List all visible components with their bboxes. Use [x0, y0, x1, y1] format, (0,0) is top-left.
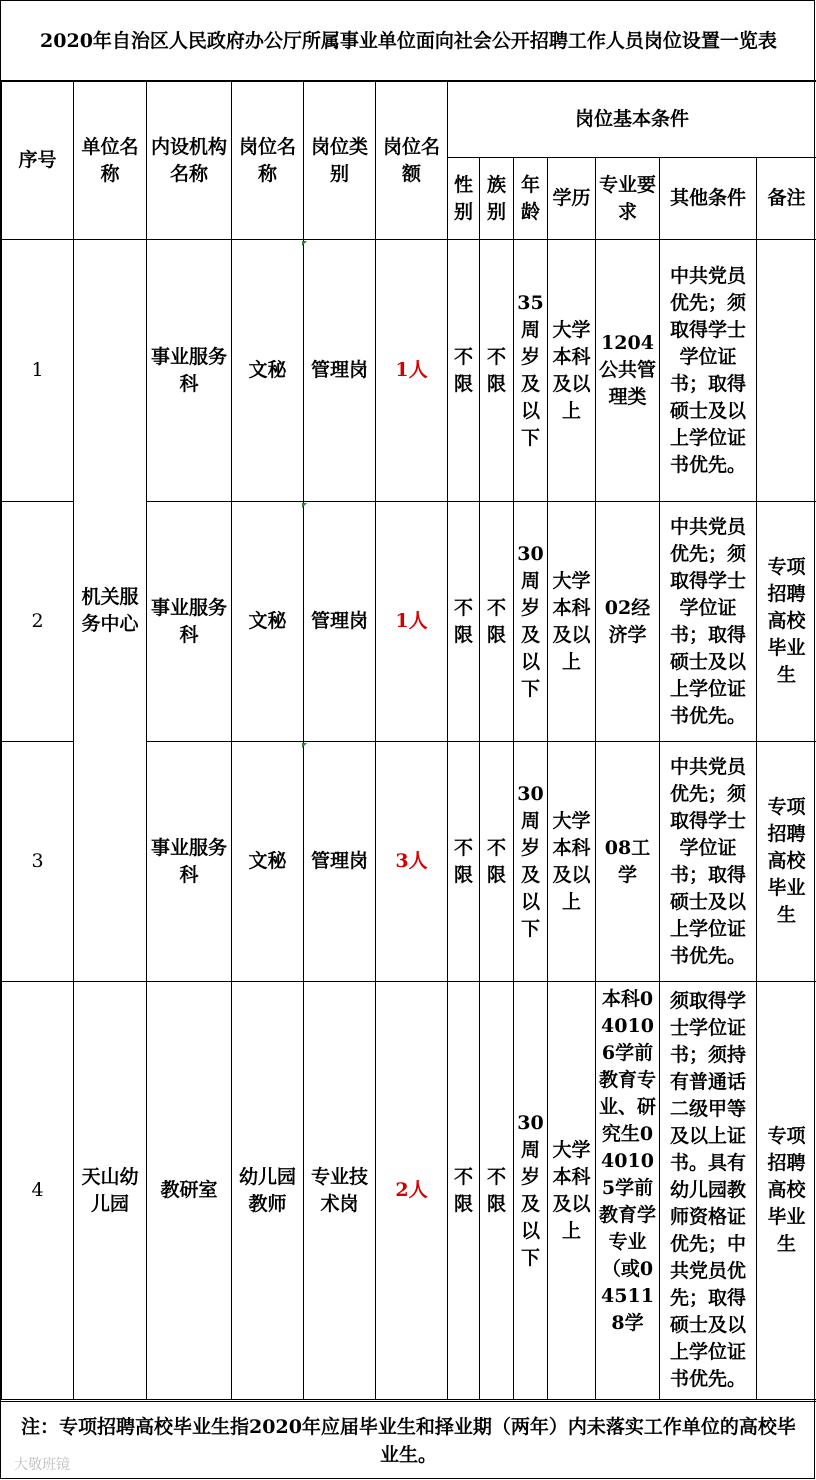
cell-post-type: 专业技术岗 — [304, 982, 376, 1400]
watermark: 大敬班镜 — [14, 1457, 70, 1473]
cell-dept: 事业服务科 — [147, 240, 232, 502]
document-title: 2020年自治区人民政府办公厅所属事业单位面向社会公开招聘工作人员岗位设置一览表 — [1, 1, 816, 81]
cell-education: 大学本科及以上 — [548, 502, 596, 742]
cell-education: 大学本科及以上 — [548, 240, 596, 502]
cell-age: 35周岁及以下 — [514, 240, 548, 502]
cell-post-name: 文秘 — [232, 742, 304, 982]
cell-remark: 专项招聘高校毕业生 — [757, 742, 816, 982]
cell-major-text: 本科040106学前教育专业、研究生040105学前教育学专业（或045118学 — [598, 988, 656, 1334]
cell-ethnicity: 不限 — [480, 742, 514, 982]
cell-other: 须取得学士学位证书；须持有普通话二级甲等及以上证书。具有幼儿园教师资格证优先；中共党员优先；取得硕士及以上学位证书优先。 — [660, 982, 757, 1400]
cell-post-type: 管理岗 — [304, 502, 376, 742]
cell-major — [596, 982, 660, 1400]
cell-marker-icon — [302, 241, 307, 246]
table-row — [2, 982, 816, 1400]
header-gender: 性别 — [448, 158, 480, 240]
cell-dept: 事业服务科 — [147, 502, 232, 742]
table-row — [2, 240, 816, 502]
cell-post-name: 文秘 — [232, 240, 304, 502]
cell-dept: 事业服务科 — [147, 742, 232, 982]
cell-seq: 3 — [2, 742, 74, 982]
cell-gender: 不限 — [448, 742, 480, 982]
header-education: 学历 — [548, 158, 596, 240]
cell-other: 中共党员优先；须取得学士学位证书；取得硕士及以上学位证书优先。 — [660, 502, 757, 742]
cell-seq: 2 — [2, 502, 74, 742]
cell-ethnicity: 不限 — [480, 502, 514, 742]
header-other: 其他条件 — [660, 158, 757, 240]
cell-post-type: 管理岗 — [304, 742, 376, 982]
cell-major: 1204公共管理类 — [596, 240, 660, 502]
cell-unit: 机关服务中心 — [74, 240, 147, 982]
cell-marker-icon — [302, 503, 307, 508]
cell-marker-icon — [302, 743, 307, 748]
cell-seq: 4 — [2, 982, 74, 1400]
header-quota: 岗位名额 — [376, 82, 448, 240]
cell-quota: 1人 — [376, 502, 448, 742]
header-unit: 单位名称 — [74, 82, 147, 240]
cell-remark: 专项招聘高校毕业生 — [757, 982, 816, 1400]
cell-remark: 专项招聘高校毕业生 — [757, 502, 816, 742]
header-major: 专业要求 — [596, 158, 660, 240]
header-basic-conditions: 岗位基本条件 — [448, 82, 816, 158]
cell-post-name: 文秘 — [232, 502, 304, 742]
header-row-top — [2, 82, 816, 158]
cell-post-name: 幼儿园教师 — [232, 982, 304, 1400]
cell-other: 中共党员优先；须取得学士学位证书；取得硕士及以上学位证书优先。 — [660, 742, 757, 982]
cell-post-type: 管理岗 — [304, 240, 376, 502]
cell-education: 大学本科及以上 — [548, 742, 596, 982]
cell-quota: 2人 — [376, 982, 448, 1400]
header-dept: 内设机构名称 — [147, 82, 232, 240]
cell-dept: 教研室 — [147, 982, 232, 1400]
cell-gender: 不限 — [448, 240, 480, 502]
header-post-type: 岗位类别 — [304, 82, 376, 240]
header-remark: 备注 — [757, 158, 816, 240]
cell-quota: 3人 — [376, 742, 448, 982]
cell-unit: 天山幼儿园 — [74, 982, 147, 1400]
footnote: 注：专项招聘高校毕业生指2020年应届毕业生和择业期（两年）内未落实工作单位的高校毕业生。 — [1, 1401, 816, 1479]
cell-major: 02经济学 — [596, 502, 660, 742]
header-ethnicity: 族别 — [480, 158, 514, 240]
header-seq: 序号 — [2, 82, 74, 240]
cell-remark — [757, 240, 816, 502]
cell-quota: 1人 — [376, 240, 448, 502]
positions-table — [1, 81, 816, 1400]
cell-ethnicity: 不限 — [480, 240, 514, 502]
header-age: 年龄 — [514, 158, 548, 240]
cell-seq: 1 — [2, 240, 74, 502]
cell-major: 08工学 — [596, 742, 660, 982]
cell-other: 中共党员优先；须取得学士学位证书；取得硕士及以上学位证书优先。 — [660, 240, 757, 502]
cell-age: 30周岁及以下 — [514, 982, 548, 1400]
cell-ethnicity: 不限 — [480, 982, 514, 1400]
cell-education: 大学本科及以上 — [548, 982, 596, 1400]
cell-gender: 不限 — [448, 982, 480, 1400]
cell-gender: 不限 — [448, 502, 480, 742]
cell-age: 30周岁及以下 — [514, 502, 548, 742]
header-post-name: 岗位名称 — [232, 82, 304, 240]
cell-age: 30周岁及以下 — [514, 742, 548, 982]
